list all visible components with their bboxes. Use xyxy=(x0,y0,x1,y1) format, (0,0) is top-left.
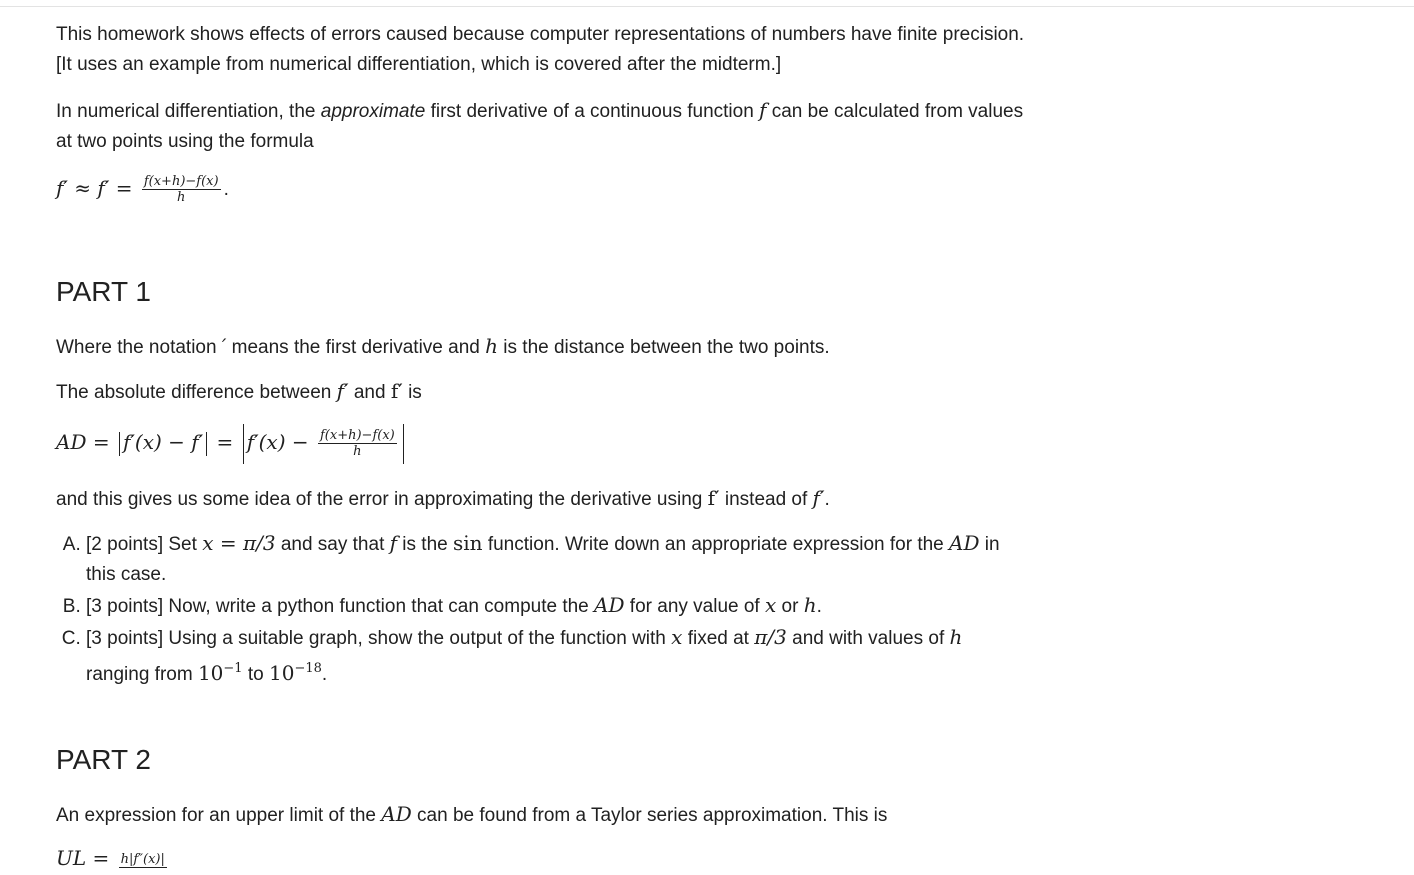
text: is xyxy=(402,382,422,403)
formula-period: . xyxy=(223,179,229,200)
text: ranging from xyxy=(86,664,198,685)
text: [3 points] Using a suitable graph, show the output of the function with xyxy=(86,628,672,649)
text: to xyxy=(242,664,269,685)
fraction-denominator: h xyxy=(177,189,186,205)
math-f-prime: f′ xyxy=(812,486,825,510)
math-ad: AD xyxy=(949,531,980,555)
exponent: −18 xyxy=(294,661,322,676)
abs-bar xyxy=(403,424,404,464)
ul-lhs: UL = xyxy=(56,846,116,870)
fraction-numerator: f(x+h)−f(x) xyxy=(320,428,395,443)
text: can be calculated from values at two points using the formula xyxy=(56,101,1024,152)
ad-equals: = xyxy=(210,430,240,455)
text: Where the notation xyxy=(56,337,222,358)
intro-paragraph: This homework shows effects of errors caused because computer representations of numbers have finite precision. [It uses an example from numerical differentiation, which is covered after the midterm.] xyxy=(56,24,1025,75)
notation-paragraph xyxy=(56,331,830,363)
math-f-prime: f′ xyxy=(336,379,349,403)
text: first derivative of a continuous function xyxy=(425,101,760,122)
math-ten: 10 xyxy=(197,661,224,685)
absdiff-paragraph xyxy=(56,376,422,408)
text: is the distance between the two points. xyxy=(498,337,830,358)
text: An expression for an upper limit of the xyxy=(56,805,382,826)
upper-limit-paragraph xyxy=(56,799,887,831)
text: fixed at xyxy=(682,628,755,649)
math-h: h xyxy=(949,625,963,649)
part2-heading: PART 2 xyxy=(56,744,151,775)
math-x: x xyxy=(764,593,777,617)
math-pi-3: π/3 xyxy=(754,625,787,649)
math-h: h xyxy=(803,593,817,617)
formula-fraction xyxy=(142,174,221,206)
formula-lhs: f′ ≈ f′ = xyxy=(56,176,139,200)
ad-formula xyxy=(56,424,407,464)
text: can be found from a Taylor series approximation. This is xyxy=(411,805,888,826)
text: . xyxy=(321,664,328,685)
ul-fraction xyxy=(119,852,167,868)
emphasis-approximate: approximate xyxy=(320,101,426,122)
text: . xyxy=(824,489,830,510)
fraction-numerator: f(x+h)−f(x) xyxy=(143,173,219,189)
part1-task-list xyxy=(56,528,1026,690)
text: function. Write down an appropriate expression for the xyxy=(482,534,950,555)
math-f-approx-prime: f′ xyxy=(707,486,720,510)
abs-bar xyxy=(119,432,120,456)
text: [2 points] Set xyxy=(86,534,203,555)
derivative-paragraph xyxy=(56,95,1026,157)
text: means the first derivative and xyxy=(226,337,486,358)
math-f: f xyxy=(759,98,767,122)
text: In numerical differentiation, the xyxy=(56,101,321,122)
fraction-denominator: h xyxy=(353,444,362,459)
math-ad: AD xyxy=(594,593,625,617)
abs-bar xyxy=(243,424,244,464)
text: and say that xyxy=(275,534,390,555)
ad-lhs: AD = xyxy=(56,430,116,455)
math-f-approx-prime: f′ xyxy=(390,379,403,403)
list-item-a xyxy=(86,528,1026,590)
ad-fraction xyxy=(318,428,397,460)
exponent: −1 xyxy=(223,661,243,676)
text: and this gives us some idea of the error in approximating the derivative using xyxy=(56,489,708,510)
fraction-numerator: h|f″(x)| xyxy=(120,851,165,867)
math-x: x xyxy=(671,625,683,649)
text: for any value of xyxy=(624,596,765,617)
math-sin: sin xyxy=(453,531,483,555)
math-f: f xyxy=(389,531,398,555)
error-idea-paragraph xyxy=(56,483,830,515)
text: or xyxy=(776,596,804,617)
text: [3 points] Now, write a python function that can compute the xyxy=(86,596,595,617)
prime-symbol: ′ xyxy=(221,334,227,358)
approx-formula xyxy=(56,173,229,206)
list-item-b xyxy=(86,590,1026,622)
text: instead of xyxy=(719,489,813,510)
text: and xyxy=(348,382,391,403)
text: . xyxy=(816,596,822,617)
math-x-pi-3: x = π/3 xyxy=(202,531,276,555)
math-ad: AD xyxy=(381,802,412,826)
math-h: h xyxy=(485,334,499,358)
top-divider xyxy=(0,6,1414,7)
ul-formula xyxy=(56,843,170,875)
part1-heading: PART 1 xyxy=(56,276,151,307)
text: is the xyxy=(397,534,454,555)
math-ten: 10 xyxy=(268,661,295,685)
abs-bar xyxy=(206,432,207,456)
text: The absolute difference between xyxy=(56,382,337,403)
ad-middle-2: f′(x) − xyxy=(246,430,315,455)
text: and with values of xyxy=(786,628,950,649)
ad-middle-1: f′(x) − f′ xyxy=(122,430,204,455)
text: in this case. xyxy=(86,534,1000,585)
list-item-c xyxy=(86,622,1026,690)
